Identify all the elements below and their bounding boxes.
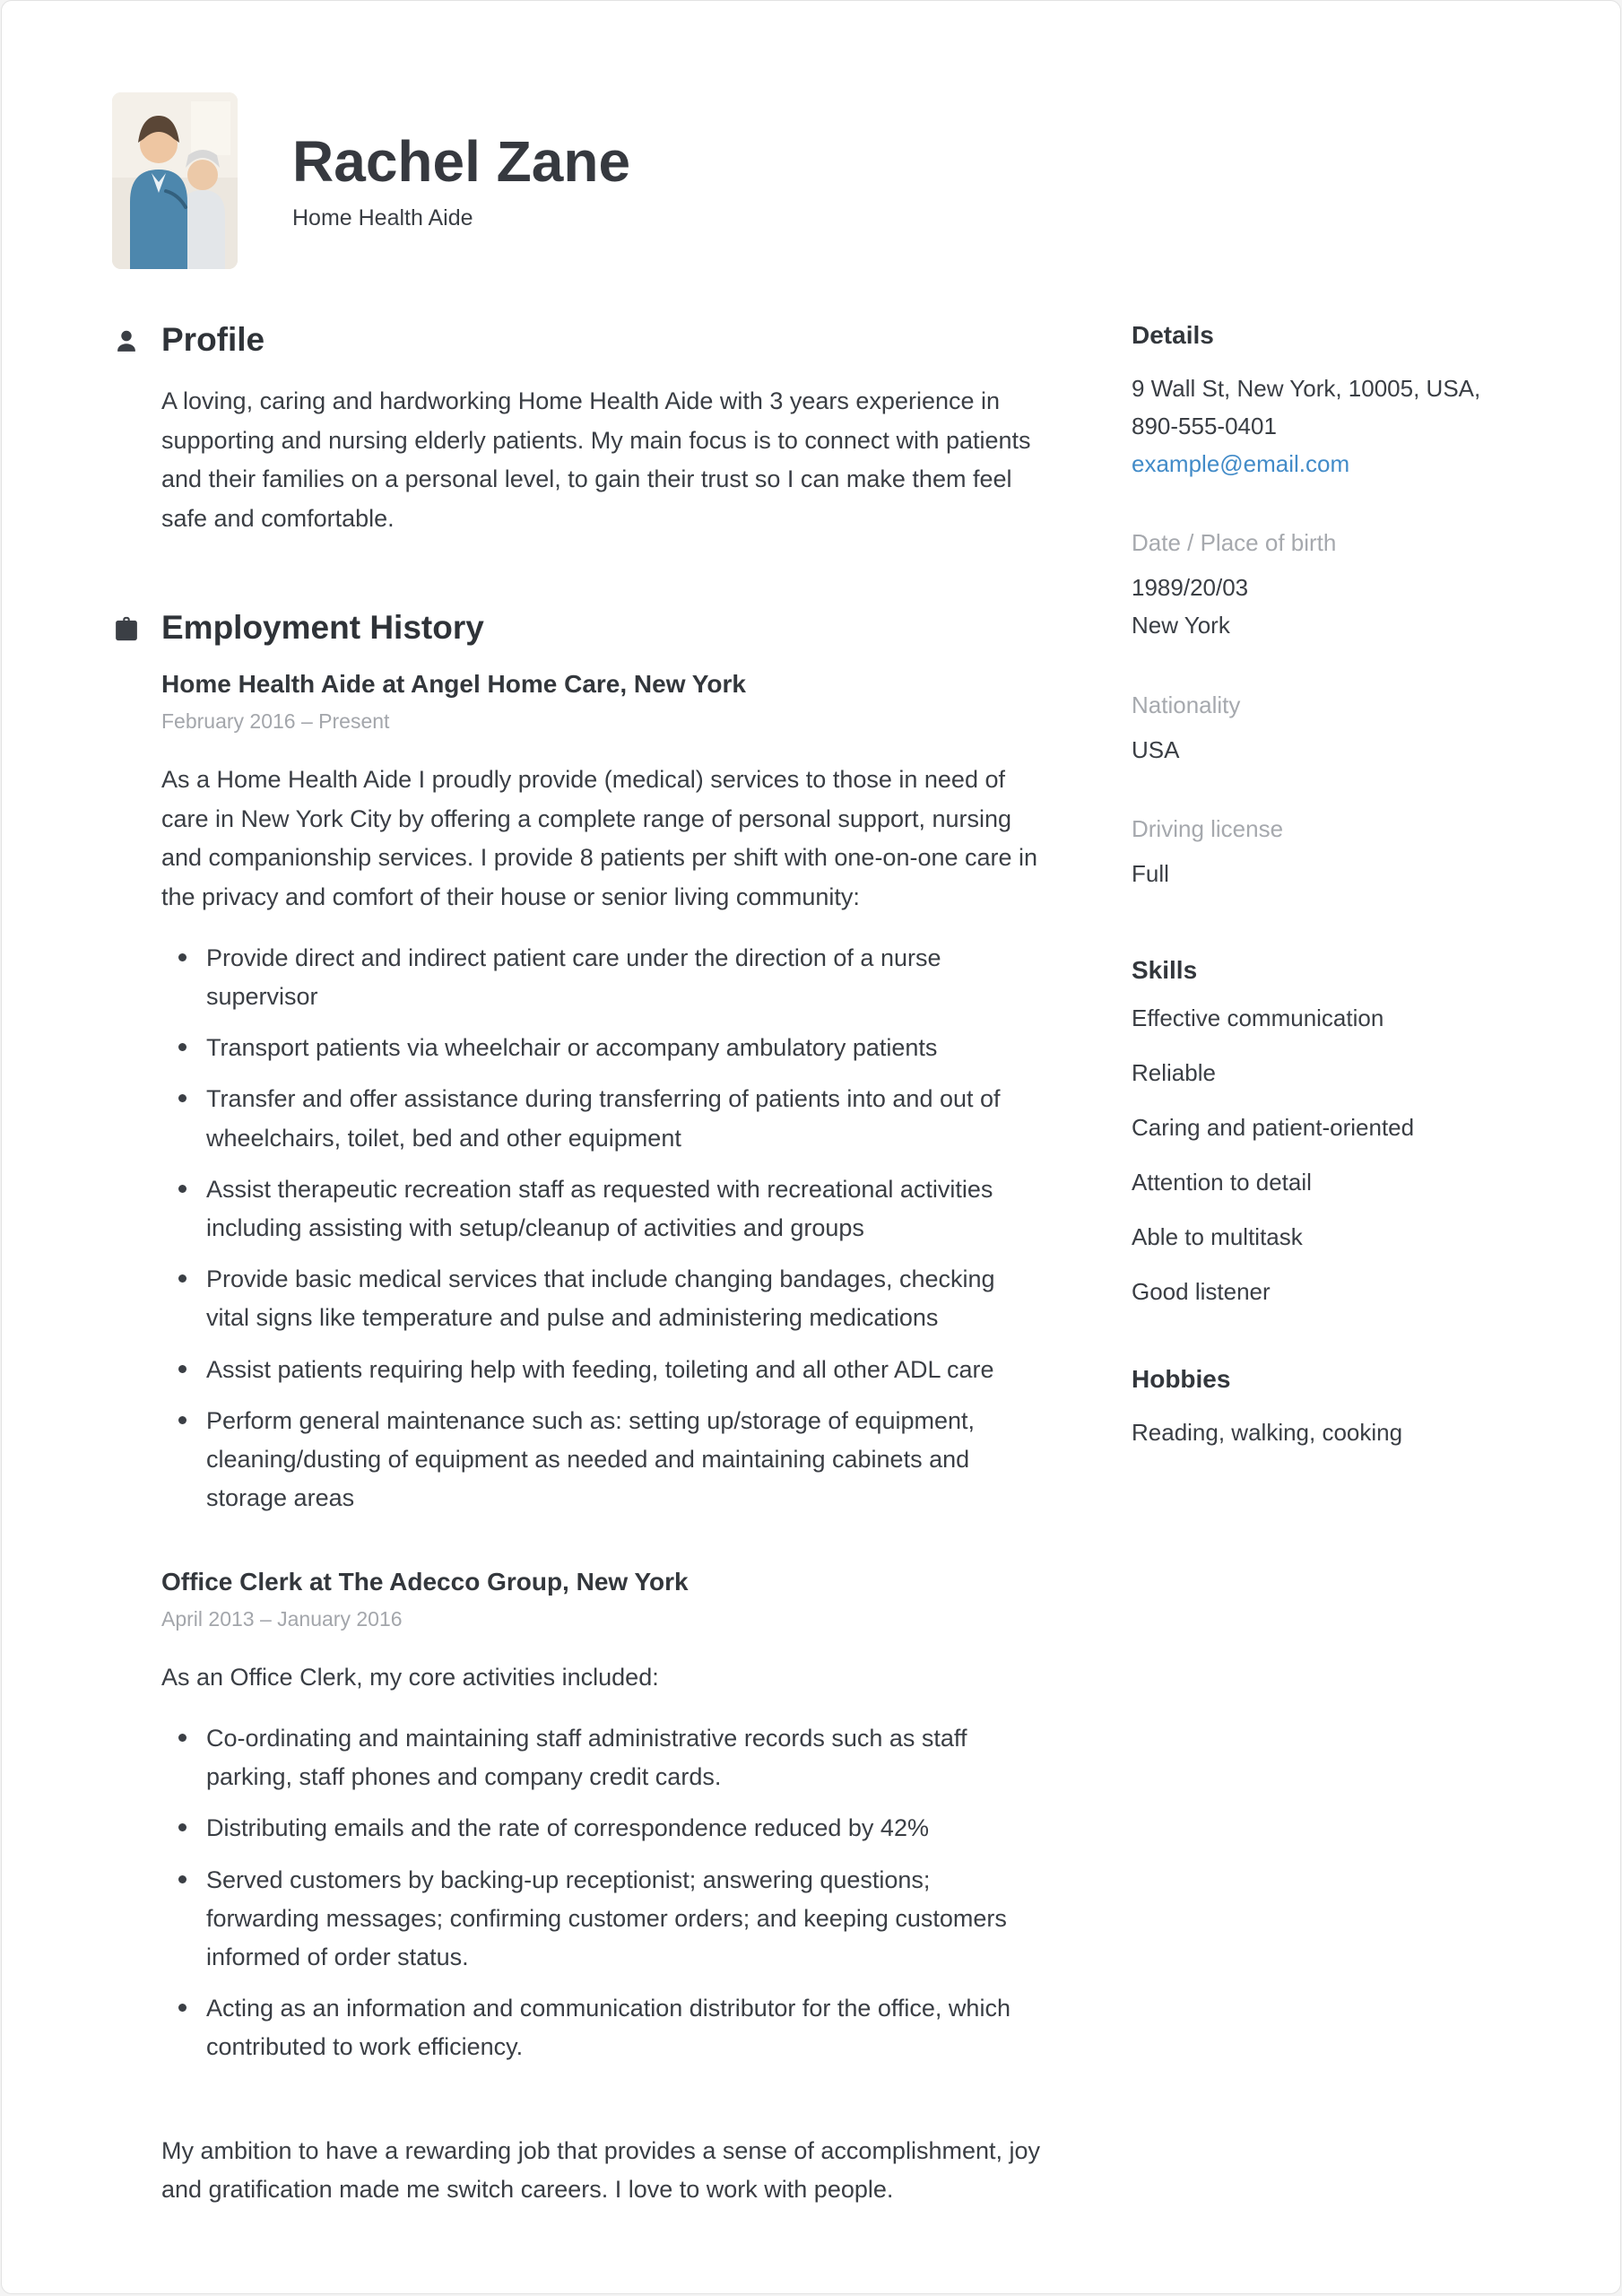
job-dates: February 2016 – Present (161, 709, 390, 733)
resume-page (1, 0, 1621, 2294)
job-intro: As an Office Clerk, my core activities included: (161, 1664, 659, 1692)
nationality-value: USA (1132, 735, 1180, 763)
bullet-item: Perform general maintenance such as: setting up/storage of equipment, cleaning/dusting of equipment as needed and maintaining cabinets and storage areas (206, 1402, 1045, 1518)
hobbies-heading: Hobbies (1132, 1364, 1231, 1393)
bullet-item: Transport patients via wheelchair or accompany ambulatory patients (206, 1029, 1045, 1067)
driving-license-value: Full (1132, 860, 1169, 888)
bullet-item: Co-ordinating and maintaining staff administrative records such as staff parking, staff phones and company credit cards. (206, 1719, 1045, 1796)
skills-heading: Skills (1132, 955, 1198, 984)
candidate-headline: Home Health Aide (292, 205, 473, 231)
employment-heading: Employment History (161, 608, 484, 646)
bullet-item: Provide basic medical services that include changing bandages, checking vital signs like temperature and pulse and administering medications (206, 1260, 1045, 1337)
briefcase-icon (112, 614, 141, 643)
profile-heading: Profile (161, 321, 265, 358)
skill-item: Good listener (1132, 1277, 1271, 1305)
person-icon (112, 326, 141, 355)
nationality-label: Nationality (1132, 691, 1241, 718)
job-title: Office Clerk at The Adecco Group, New York (161, 1568, 689, 1596)
employment-closing-text: My ambition to have a rewarding job that provides a sense of accomplishment, joy and gratification made me switch careers. I love to work with people. (161, 2136, 1041, 2204)
content-columns (112, 321, 1492, 2210)
job-bullet-list (161, 939, 1045, 1518)
employment-section (112, 609, 1045, 2210)
profile-photo-illustration (112, 92, 238, 269)
job-entry-home-health-aide (161, 670, 1045, 1518)
profile-text: A loving, caring and hardworking Home Health Aide with 3 years experience in supporting and nursing elderly patients. My main focus is to connect with patients and their families on a personal level, to gain their trust so I can make them feel safe and comfortable. (161, 387, 1031, 533)
header (112, 92, 1492, 269)
skill-item: Caring and patient-oriented (1132, 1113, 1415, 1141)
job-intro: As a Home Health Aide I proudly provide (medical) services to those in need of care in New York City by offering a complete range of personal support, nursing and companionship services. I provide 8 patients per shift with one-on-one care in the privacy and comfort of their house or senior living community: (161, 765, 1038, 911)
email-link[interactable]: example@email.com (1132, 450, 1350, 478)
details-heading: Details (1132, 321, 1214, 349)
name-block (292, 130, 630, 231)
profile-photo (112, 92, 238, 269)
skills-block (1132, 956, 1492, 1306)
bullet-item: Assist therapeutic recreation staff as requested with recreational activities including assisting with setup/cleanup of activities and groups (206, 1170, 1045, 1248)
skill-item: Effective communication (1132, 1004, 1384, 1031)
sidebar (1132, 321, 1492, 1451)
job-bullet-list (161, 1719, 1045, 2067)
bullet-item: Distributing emails and the rate of correspondence reduced by 42% (206, 1809, 1045, 1848)
phone-number: 890-555-0401 (1132, 413, 1277, 440)
main-column (112, 321, 1045, 2210)
birth-place: New York (1132, 611, 1230, 639)
job-entry-office-clerk (161, 1568, 1045, 2066)
bullet-item: Served customers by backing-up receptionist; answering questions; forwarding messages; confirming customer orders; and keeping customers informed of order status. (206, 1861, 1045, 1978)
bullet-item: Transfer and offer assistance during transferring of patients into and out of wheelchairs, toilet, bed and other equipment (206, 1080, 1045, 1157)
skill-item: Able to multitask (1132, 1222, 1303, 1250)
skill-item: Attention to detail (1132, 1168, 1312, 1196)
job-title: Home Health Aide at Angel Home Care, New York (161, 669, 746, 698)
driving-license-label: Driving license (1132, 815, 1284, 843)
skill-item: Reliable (1132, 1058, 1216, 1086)
bullet-item: Assist patients requiring help with feeding, toileting and all other ADL care (206, 1351, 1045, 1389)
birth-date: 1989/20/03 (1132, 574, 1249, 602)
bullet-item: Acting as an information and communication distributor for the office, which contributed to work efficiency. (206, 1989, 1045, 2066)
job-dates: April 2013 – January 2016 (161, 1607, 403, 1631)
address-line: 9 Wall St, New York, 10005, USA, (1132, 375, 1481, 402)
bullet-item: Provide direct and indirect patient care under the direction of a nurse supervisor (206, 939, 1045, 1016)
hobbies-block (1132, 1365, 1492, 1451)
candidate-name: Rachel Zane (292, 128, 631, 194)
birth-label: Date / Place of birth (1132, 529, 1337, 557)
hobbies-text: Reading, walking, cooking (1132, 1418, 1403, 1446)
details-block (1132, 321, 1492, 893)
profile-section (112, 321, 1045, 539)
